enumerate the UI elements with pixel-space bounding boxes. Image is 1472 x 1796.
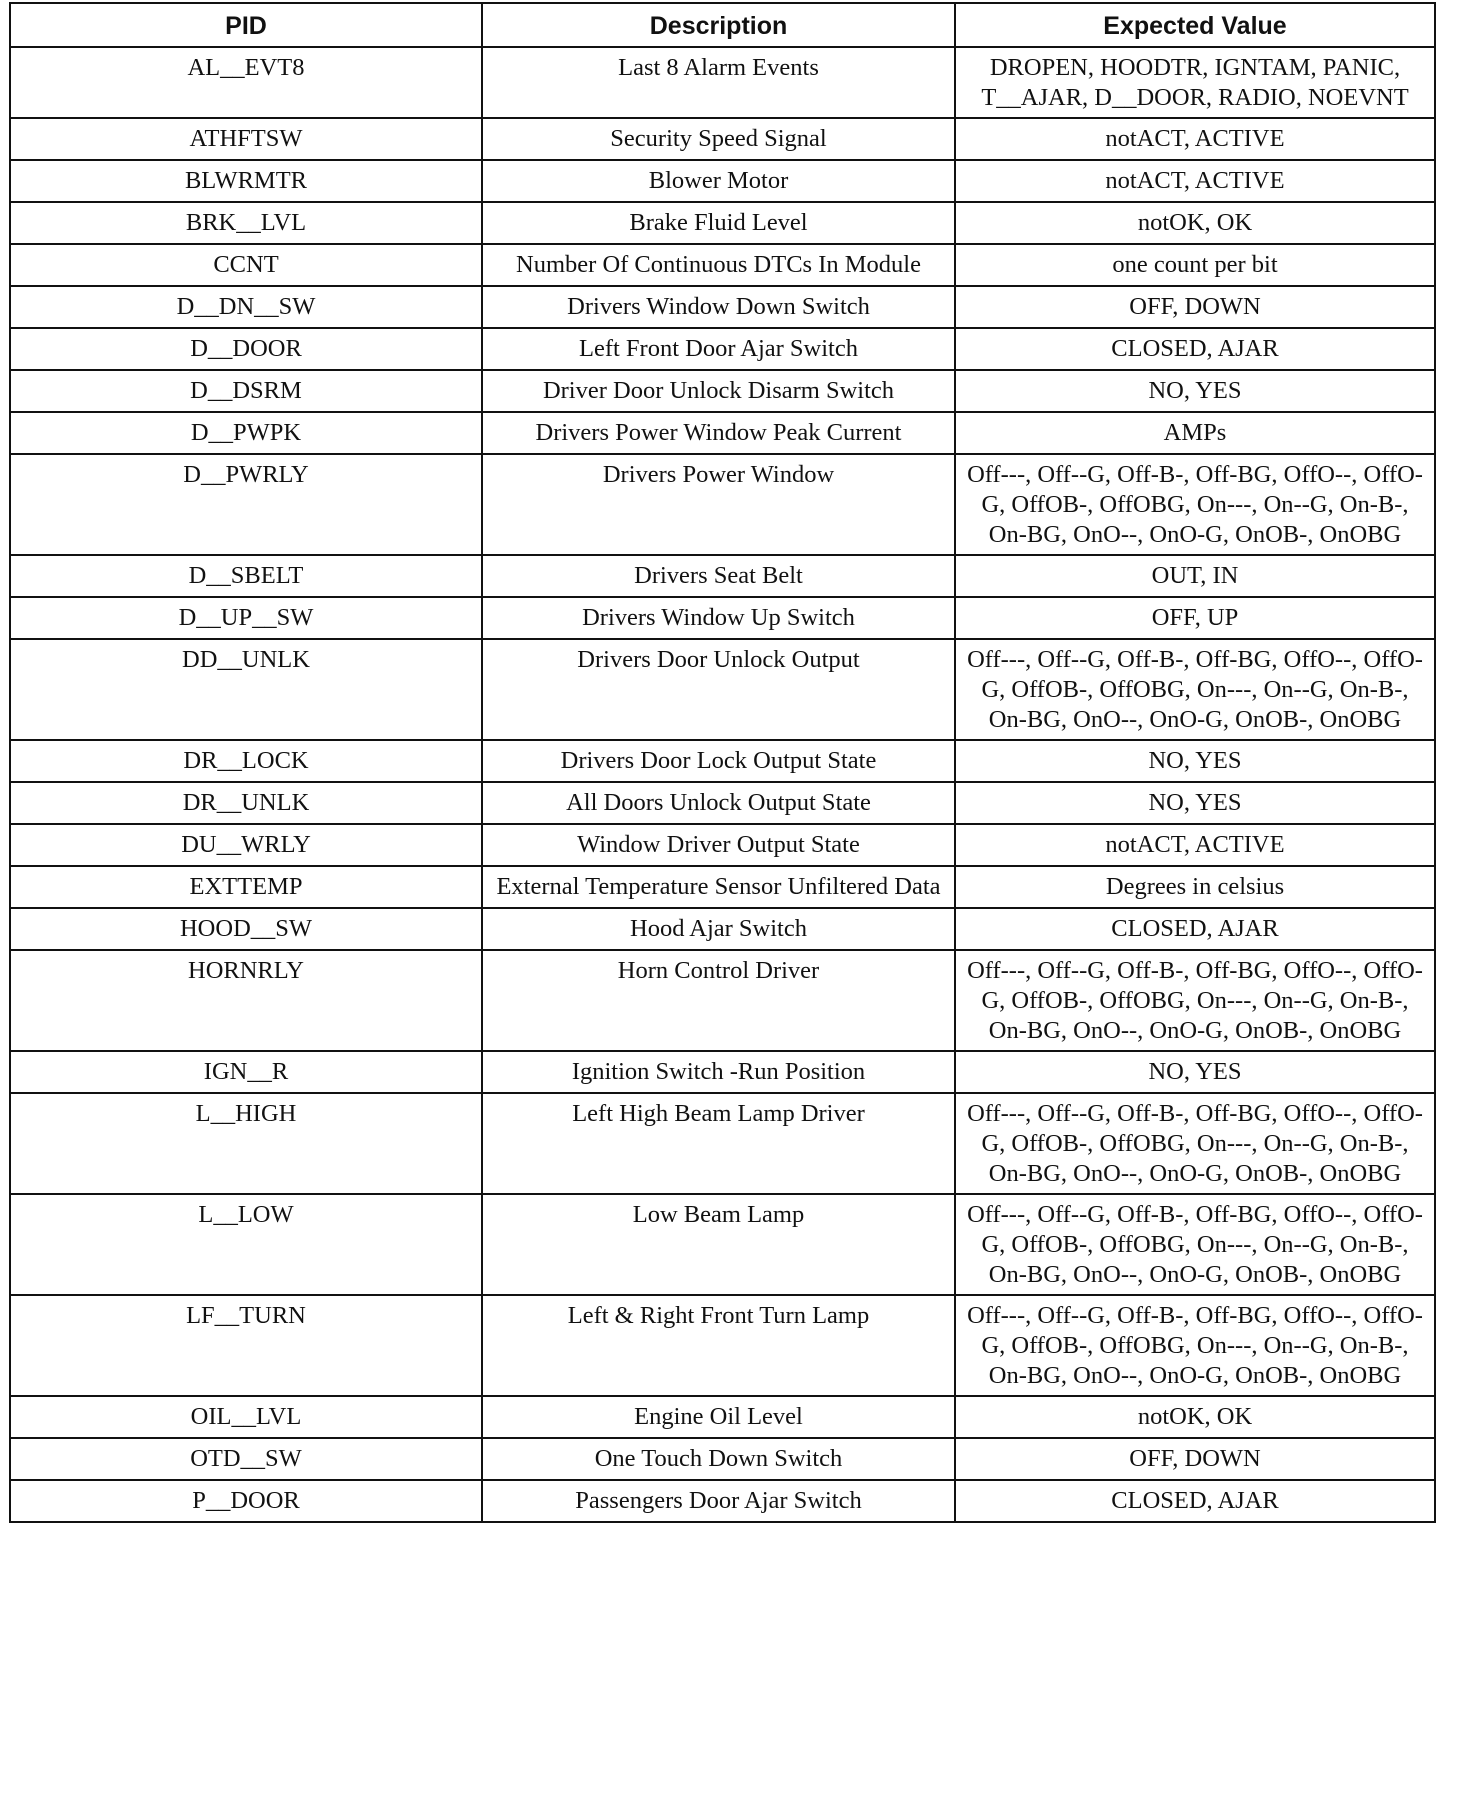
cell-pid: CCNT xyxy=(10,244,482,286)
cell-pid: BLWRMTR xyxy=(10,160,482,202)
cell-pid: D__DSRM xyxy=(10,370,482,412)
table-row xyxy=(10,1194,1435,1295)
cell-expected-value: Off---, Off--G, Off-B-, Off-BG, OffO--, OffO-G, OffOB-, OffOBG, On---, On--G, On-B-, On-BG, OnO--, OnO-G, OnOB-, OnOBG xyxy=(955,1093,1435,1194)
cell-pid: D__DOOR xyxy=(10,328,482,370)
cell-pid: D__DN__SW xyxy=(10,286,482,328)
table-row xyxy=(10,639,1435,740)
cell-description: Engine Oil Level xyxy=(482,1396,955,1438)
cell-expected-value: CLOSED, AJAR xyxy=(955,908,1435,950)
cell-pid: D__SBELT xyxy=(10,555,482,597)
cell-description: Brake Fluid Level xyxy=(482,202,955,244)
cell-expected-value: DROPEN, HOODTR, IGNTAM, PANIC, T__AJAR, D__DOOR, RADIO, NOEVNT xyxy=(955,47,1435,118)
cell-pid: EXTTEMP xyxy=(10,866,482,908)
table-row xyxy=(10,950,1435,1051)
table-row xyxy=(10,160,1435,202)
cell-expected-value: OFF, UP xyxy=(955,597,1435,639)
table-row xyxy=(10,1051,1435,1093)
cell-expected-value: NO, YES xyxy=(955,782,1435,824)
cell-pid: HOOD__SW xyxy=(10,908,482,950)
table-row xyxy=(10,1480,1435,1522)
table-row xyxy=(10,782,1435,824)
cell-pid: OIL__LVL xyxy=(10,1396,482,1438)
cell-description: Low Beam Lamp xyxy=(482,1194,955,1295)
cell-expected-value: NO, YES xyxy=(955,740,1435,782)
cell-description: Left Front Door Ajar Switch xyxy=(482,328,955,370)
cell-description: Drivers Window Down Switch xyxy=(482,286,955,328)
cell-pid: DD__UNLK xyxy=(10,639,482,740)
cell-description: Left & Right Front Turn Lamp xyxy=(482,1295,955,1396)
header-description: Description xyxy=(482,3,955,47)
cell-pid: DR__LOCK xyxy=(10,740,482,782)
table-row xyxy=(10,1295,1435,1396)
cell-description: Passengers Door Ajar Switch xyxy=(482,1480,955,1522)
cell-description: Drivers Window Up Switch xyxy=(482,597,955,639)
cell-expected-value: Off---, Off--G, Off-B-, Off-BG, OffO--, OffO-G, OffOB-, OffOBG, On---, On--G, On-B-, On-BG, OnO--, OnO-G, OnOB-, OnOBG xyxy=(955,1194,1435,1295)
cell-description: Drivers Power Window xyxy=(482,454,955,555)
cell-description: Window Driver Output State xyxy=(482,824,955,866)
cell-pid: L__LOW xyxy=(10,1194,482,1295)
cell-pid: L__HIGH xyxy=(10,1093,482,1194)
cell-description: Last 8 Alarm Events xyxy=(482,47,955,118)
cell-description: One Touch Down Switch xyxy=(482,1438,955,1480)
cell-description: Horn Control Driver xyxy=(482,950,955,1051)
table-row xyxy=(10,47,1435,118)
cell-expected-value: notACT, ACTIVE xyxy=(955,118,1435,160)
cell-description: Drivers Power Window Peak Current xyxy=(482,412,955,454)
cell-expected-value: Off---, Off--G, Off-B-, Off-BG, OffO--, OffO-G, OffOB-, OffOBG, On---, On--G, On-B-, On-BG, OnO--, OnO-G, OnOB-, OnOBG xyxy=(955,950,1435,1051)
table-row xyxy=(10,740,1435,782)
cell-pid: ATHFTSW xyxy=(10,118,482,160)
cell-expected-value: Off---, Off--G, Off-B-, Off-BG, OffO--, OffO-G, OffOB-, OffOBG, On---, On--G, On-B-, On-BG, OnO--, OnO-G, OnOB-, OnOBG xyxy=(955,454,1435,555)
cell-expected-value: one count per bit xyxy=(955,244,1435,286)
table-body xyxy=(10,47,1435,1522)
cell-expected-value: OUT, IN xyxy=(955,555,1435,597)
table-row xyxy=(10,1093,1435,1194)
cell-expected-value: AMPs xyxy=(955,412,1435,454)
table-row xyxy=(10,118,1435,160)
table-row xyxy=(10,370,1435,412)
cell-pid: DR__UNLK xyxy=(10,782,482,824)
table-row xyxy=(10,866,1435,908)
cell-expected-value: NO, YES xyxy=(955,1051,1435,1093)
cell-description: All Doors Unlock Output State xyxy=(482,782,955,824)
cell-pid: D__PWRLY xyxy=(10,454,482,555)
cell-pid: D__PWPK xyxy=(10,412,482,454)
cell-description: Drivers Door Unlock Output xyxy=(482,639,955,740)
cell-pid: BRK__LVL xyxy=(10,202,482,244)
cell-description: Drivers Door Lock Output State xyxy=(482,740,955,782)
table-row xyxy=(10,286,1435,328)
cell-expected-value: OFF, DOWN xyxy=(955,286,1435,328)
cell-pid: OTD__SW xyxy=(10,1438,482,1480)
table-row xyxy=(10,1438,1435,1480)
cell-pid: LF__TURN xyxy=(10,1295,482,1396)
cell-expected-value: CLOSED, AJAR xyxy=(955,1480,1435,1522)
cell-description: Ignition Switch -Run Position xyxy=(482,1051,955,1093)
pid-table xyxy=(9,2,1436,1523)
cell-expected-value: Off---, Off--G, Off-B-, Off-BG, OffO--, OffO-G, OffOB-, OffOBG, On---, On--G, On-B-, On-BG, OnO--, OnO-G, OnOB-, OnOBG xyxy=(955,1295,1435,1396)
table-row xyxy=(10,597,1435,639)
cell-expected-value: notOK, OK xyxy=(955,1396,1435,1438)
cell-description: Hood Ajar Switch xyxy=(482,908,955,950)
header-expected-value: Expected Value xyxy=(955,3,1435,47)
cell-description: Driver Door Unlock Disarm Switch xyxy=(482,370,955,412)
cell-expected-value: notACT, ACTIVE xyxy=(955,824,1435,866)
table-row xyxy=(10,328,1435,370)
table-row xyxy=(10,454,1435,555)
cell-description: Drivers Seat Belt xyxy=(482,555,955,597)
cell-expected-value: notACT, ACTIVE xyxy=(955,160,1435,202)
table-row xyxy=(10,555,1435,597)
table-row xyxy=(10,244,1435,286)
cell-pid: HORNRLY xyxy=(10,950,482,1051)
cell-pid: P__DOOR xyxy=(10,1480,482,1522)
cell-expected-value: NO, YES xyxy=(955,370,1435,412)
cell-description: External Temperature Sensor Unfiltered Data xyxy=(482,866,955,908)
cell-description: Number Of Continuous DTCs In Module xyxy=(482,244,955,286)
table-row xyxy=(10,202,1435,244)
cell-description: Blower Motor xyxy=(482,160,955,202)
cell-expected-value: Degrees in celsius xyxy=(955,866,1435,908)
cell-expected-value: Off---, Off--G, Off-B-, Off-BG, OffO--, OffO-G, OffOB-, OffOBG, On---, On--G, On-B-, On-BG, OnO--, OnO-G, OnOB-, OnOBG xyxy=(955,639,1435,740)
cell-pid: DU__WRLY xyxy=(10,824,482,866)
cell-description: Left High Beam Lamp Driver xyxy=(482,1093,955,1194)
cell-expected-value: notOK, OK xyxy=(955,202,1435,244)
cell-pid: AL__EVT8 xyxy=(10,47,482,118)
cell-description: Security Speed Signal xyxy=(482,118,955,160)
table-header-row xyxy=(10,3,1435,47)
table-row xyxy=(10,908,1435,950)
cell-pid: D__UP__SW xyxy=(10,597,482,639)
table-row xyxy=(10,412,1435,454)
cell-pid: IGN__R xyxy=(10,1051,482,1093)
header-pid: PID xyxy=(10,3,482,47)
cell-expected-value: OFF, DOWN xyxy=(955,1438,1435,1480)
table-row xyxy=(10,1396,1435,1438)
table-row xyxy=(10,824,1435,866)
cell-expected-value: CLOSED, AJAR xyxy=(955,328,1435,370)
